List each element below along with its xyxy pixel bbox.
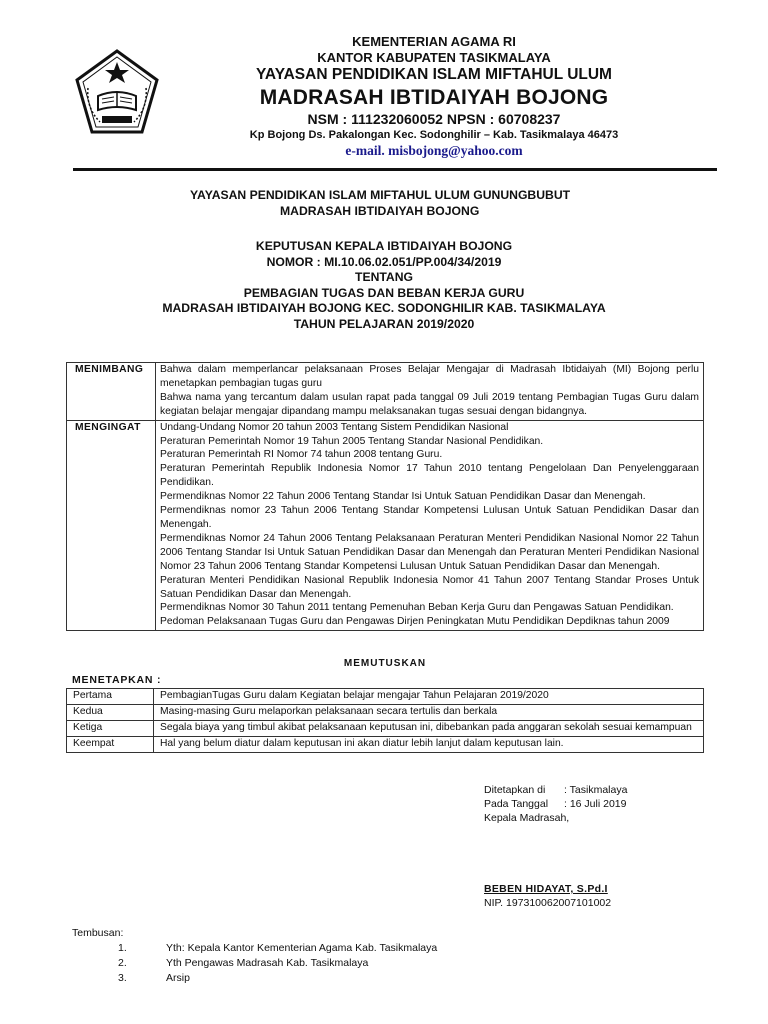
signature-block [484,783,627,825]
decree-title: KEPUTUSAN KEPALA IBTIDAIYAH BOJONG [255,239,513,253]
list-item: Peraturan Pemerintah RI Nomor 74 tahun 2008 tentang Guru. [160,449,443,461]
decision-text: Segala biaya yang timbul akibat pelaksanaan keputusan ini, dibebankan pada anggaran sekolah sesuai kemampuan [154,720,704,736]
decision-label: Pertama [67,689,154,705]
signatory [484,882,611,910]
letterhead-divider [73,168,717,171]
ditetapkan-value: : Tasikmalaya [564,784,628,796]
decree-tentang: TENTANG [355,270,413,285]
list-item: Permendiknas Nomor 30 Tahun 2011 tentang Pemenuhan Beban Kerja Guru dan Pengawas Satuan Pendidikan. [160,602,674,614]
mengingat-content [156,420,704,631]
title-madrasah: MADRASAH IBTIDAIYAH BOJONG [280,203,480,218]
ministry-emblem-logo [74,48,160,136]
letterhead-ministry: KEMENTERIAN AGAMA RI [352,34,516,49]
list-item: Pedoman Pelaksanaan Tugas Guru dan Pengawas Dirjen Peningkatan Mutu Pendidikan Depdiknas tahun 2009 [160,616,670,628]
tembusan-text: Yth Pengawas Madrasah Kab. Tasikmalaya [166,957,369,969]
list-item: Undang-Undang Nomor 20 tahun 2003 Tentang Sistem Pendidikan Nasional [160,421,509,433]
signature-date-row [484,797,627,811]
list-item: Bahwa dalam memperlancar pelaksanaan Proses Belajar Mengajar di Madrasah Ibtidaiyah (MI) Bojong perlu menetapkan pembagian tugas guru [160,364,699,389]
table-row [67,420,704,631]
decree-subject-3: TAHUN PELAJARAN 2019/2020 [293,316,475,331]
table-row [67,736,704,752]
tanggal-value: : 16 Juli 2019 [564,798,627,810]
list-item [72,941,438,956]
menetapkan-heading: MENETAPKAN : [72,674,162,686]
title-foundation: YAYASAN PENDIDIKAN ISLAM MIFTAHUL ULUM GUNUNGBUBUT [190,188,571,202]
list-item: Peraturan Pemerintah Nomor 19 Tahun 2005 Tentang Standar Nasional Pendidikan. [160,435,544,447]
decree-subject-1: PEMBAGIAN TUGAS DAN BEBAN KERJA GURU [243,285,525,300]
mengingat-label: MENGINGAT [67,420,156,631]
list-item [72,971,190,986]
tanggal-label: Pada Tanggal [484,798,549,810]
decision-label: Kedua [67,704,154,720]
decision-text: Hal yang belum diatur dalam keputusan ini akan diatur lebih lanjut dalam keputusan lain. [154,736,704,752]
decree-number: NOMOR : MI.10.06.02.051/PP.004/34/2019 [266,254,502,269]
tembusan-number: 2. [118,957,127,969]
tembusan-number: 1. [118,942,127,954]
letterhead-address: Kp Bojong Ds. Pakalongan Kec. Sodonghilir – Kab. Tasikmalaya 46473 [249,129,619,141]
considerations-table [66,362,704,631]
decision-text: PembagianTugas Guru dalam Kegiatan belajar mengajar Tahun Pelajaran 2019/2020 [154,689,704,705]
table-row [67,689,704,705]
ditetapkan-label: Ditetapkan di [484,784,546,796]
table-row [67,720,704,736]
list-item: Permendiknas Nomor 22 Tahun 2006 Tentang Standar Isi Untuk Satuan Pendidikan Dasar dan Menengah. [160,491,646,503]
menimbang-label: MENIMBANG [67,363,156,421]
list-item: Permendiknas nomor 23 Tahun 2006 Tentang Standar Kompetensi Lulusan Untuk Satuan Pendidikan Dasar dan Menengah. [160,505,699,530]
list-item: Bahwa nama yang tercantum dalam usulan rapat pada tanggal 09 Juli 2019 tentang Pembagian Tugas Guru dalam kegiatan belajar mengajar dipandang mampu melaksanakan tugas sesuai dengan bidangnya. [160,391,699,417]
tembusan-text: Arsip [166,972,190,984]
tembusan-block [72,926,438,986]
signature-position: Kepala Madrasah, [484,812,570,824]
letterhead [160,34,708,160]
letterhead-office: KANTOR KABUPATEN TASIKMALAYA [317,50,551,65]
signatory-name: BEBEN HIDAYAT, S.Pd.I [484,883,608,895]
title-foundation-block [190,188,590,219]
table-row [67,704,704,720]
signature-place-row [484,783,627,797]
decision-label: Keempat [67,736,154,752]
letterhead-nsm-npsn: NSM : 111232060052 NPSN : 60708237 [307,111,561,127]
list-item: Peraturan Menteri Pendidikan Nasional Republik Indonesia Nomor 41 Tahun 2007 Tentang Standar Proses Untuk Satuan Pendidikan Dasar dan Menengah. [160,574,699,600]
table-row [67,363,704,421]
tembusan-text: Yth: Kepala Kantor Kementerian Agama Kab. Tasikmalaya [166,942,438,954]
letterhead-foundation: YAYASAN PENDIDIKAN ISLAM MIFTAHUL ULUM [256,66,612,83]
decision-label: Ketiga [67,720,154,736]
memutuskan-heading: MEMUTUSKAN [343,658,427,669]
tembusan-number: 3. [118,972,127,984]
decree-title-block [100,239,668,333]
tembusan-label: Tembusan: [72,927,124,939]
decision-text: Masing-masing Guru melaporkan pelaksanaan secara tertulis dan berkala [154,704,704,720]
list-item [72,956,369,971]
decree-subject-2: MADRASAH IBTIDAIYAH BOJONG KEC. SODONGHILIR KAB. TASIKMALAYA [162,301,606,316]
list-item: Permendiknas Nomor 24 Tahun 2006 Tentang Pelaksanaan Peraturan Menteri Pendidikan Nasional Nomor 22 Tahun 2006 Tentang Standar Isi Untuk Satuan Pendidikan Dasar dan Menengah dan Peraturan Menteri Pendidikan Nasional Nomor 23 Tahun 2006 Tentang Standar Kompetensi Lulusan Untuk Satuan Pendidikan Dasar dan Menengah. [160,532,699,572]
decisions-table [66,688,704,753]
letterhead-school-name: MADRASAH IBTIDAIYAH BOJONG [259,86,609,109]
menimbang-content [156,363,704,421]
list-item: Peraturan Pemerintah Republik Indonesia Nomor 17 Tahun 2010 tentang Pengelolaan Dan Penyelenggaraan Pendidikan. [160,463,699,489]
signatory-nip: NIP. 197310062007101002 [484,897,612,909]
letterhead-email: e-mail. misbojong@yahoo.com [345,143,523,158]
